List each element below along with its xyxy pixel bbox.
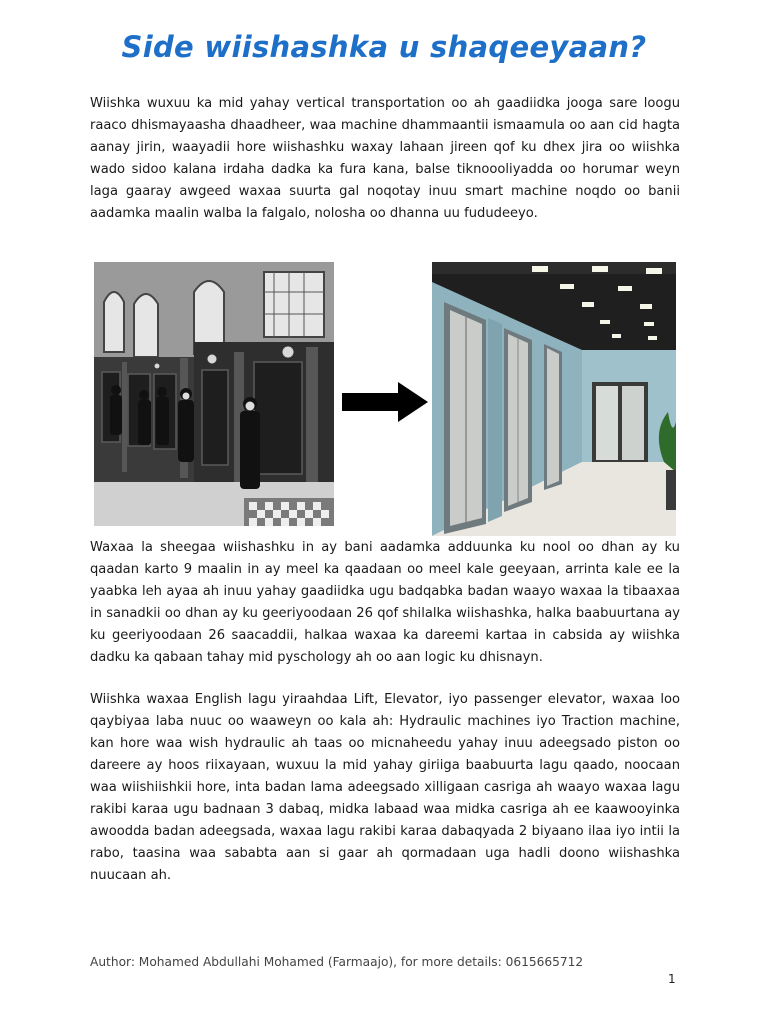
page-title: Side wiishashka u shaqeeyaan?	[121, 30, 647, 64]
vintage-elevator-operators-photo	[94, 262, 334, 526]
paragraph-intro: Wiishka wuxuu ka mid yahay vertical transportation oo ah gaadiidka jooga sare loogu raaco dhismayaasha dhaadheer, waa machine dhammaantii ismaamula oo aan cid hagta aanay jirin, waayadii hore wiishashku waxay lahaan jireen qof ku dhex jira oo wiishka wado sidoo kalana irdaha dadka ka fura kana, balse tiknoooliyadda oo horumar weyn laga gaaray awgeed waxaa suurta gal noqotay inuu smart machine noqdo oo banii aadamka maalin walba la falgalo, nolosha oo dhanna uu fududeeyo.	[90, 96, 680, 221]
modern-elevator-lobby-photo	[432, 262, 676, 536]
paragraph-types: Wiishka waxaa English lagu yiraahdaa Lift, Elevator, iyo passenger elevator, waxaa loo qaybiyaa laba nuuc oo waaweyn oo kala ah: Hydraulic machines iyo Traction machine, kan hore waa wish hydraulic ah taas oo micnaheedu yahay inuu adeegsado piston oo dareere ay hoos riixayaan, wuxuu la mid yahay giriiga baabuurta lagu qaado, noocaan waa wiishiishkii hore, inta badan lama adeegsado xilligaan casriga ah waayo waxaa lagu rakibi karaa ugu badnaan 3 dabaq, midka labaad waa midka casriga ah ee kaawooyinka awoodda badan adeegsada, waxaa lagu rakibi karaa dabaqyada 2 biyaano ilaa iyo intii la rabo, taasina waa sababta aan si gaar ah qormadaan uga hadli doono wiishashka nuucaan ah.	[90, 692, 680, 883]
page-number: 1	[668, 972, 676, 986]
right-arrow-icon	[342, 382, 428, 422]
paragraph-safety: Waxaa la sheegaa wiishashku in ay bani aadamka adduunka ku nool oo dhan ay ku qaadan karto 9 maalin in ay meel ka qaadaan oo meel kale geeyaan, arrinta kale ee la yaabka leh ayaa ah inuu yahay gaadiidka ugu badqabka badan waayo waxaa la tibaaxaa in sanadkii oo dhan ay ku geeriyoodaan 26 qof shilalka wiishashka, halka baabuurtana ay ku geeriyoodaan 26 saacaddii, halkaa waxaa ka dareemi kartaa in cabsida ay wiishka dadku ka qabaan tahay mid pyschology ah oo aan logic ku dhisnayn.	[90, 540, 680, 665]
author-footer: Author: Mohamed Abdullahi Mohamed (Farmaajo), for more details: 0615665712	[90, 955, 584, 969]
